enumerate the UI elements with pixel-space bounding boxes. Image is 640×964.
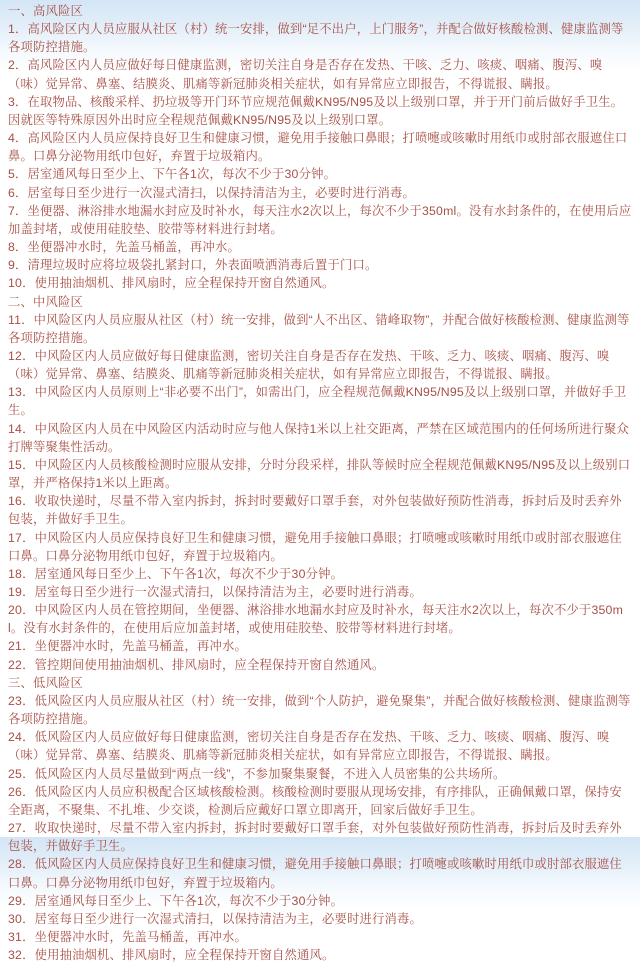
list-item: 26．低风险区内人员应积极配合区域核酸检测。核酸检测时要服从现场安排，有序排队，正确佩戴口罩，保持安全距离，不聚集、不扎堆、少交谈，检测后应戴好口罩立即离开，回家后做好手卫生。 (8, 784, 622, 817)
list-item: 28．低风险区内人员应保持良好卫生和健康习惯，避免用手接触口鼻眼；打喷嚏或咳嗽时用纸巾或肘部衣服遮住口鼻。口鼻分泌物用纸巾包好，弃置于垃圾箱内。 (8, 857, 622, 890)
section-heading: 一、高风险区 (8, 4, 83, 18)
list-item: 32．使用抽油烟机、排风扇时，应全程保持开窗自然通风。 (8, 948, 335, 963)
list-item: 29．居室通风每日至少上、下午各1次，每次不少于30分钟。 (8, 893, 344, 908)
list-item: 19．居室每日至少进行一次湿式清扫，以保持清洁为主，必要时进行消毒。 (8, 585, 422, 599)
list-item: 18．居室通风每日至少上、下午各1次，每次不少于30分钟。 (8, 566, 344, 581)
list-item: 16．收取快递时，尽量不带入室内拆封，拆封时要戴好口罩手套，对外包装做好预防性消毒，拆封后及时丢弃外包装，并做好手卫生。 (8, 494, 622, 527)
list-item: 23．低风险区内人员应服从社区（村）统一安排，做到“个人防护，避免聚集”，并配合做好核酸检测、健康监测等各项防控措施。 (8, 693, 631, 727)
list-item: 21．坐便器冲水时，先盖马桶盖，再冲水。 (8, 639, 248, 654)
section-heading: 二、中风险区 (8, 294, 83, 309)
list-item: 15．中风险区内人员核酸检测时应服从安排，分时分段采样，排队等候时应全程规范佩戴KN95/N95及以上级别口罩，并严格保持1米以上距离。 (8, 457, 631, 491)
list-item: 2．高风险区内人员应做好每日健康监测，密切关注自身是否存在发热、干咳、乏力、咳痰、咽痛、腹泻、嗅（味）觉异常、鼻塞、结膜炎、肌痛等新冠肺炎相关症状，如有异常应立即报告，不得谎报、瞒报。 (8, 58, 603, 91)
list-item: 12．中风险区内人员应做好每日健康监测，密切关注自身是否存在发热、干咳、乏力、咳痰、咽痛、腹泻、嗅（味）觉异常、鼻塞、结膜炎、肌痛等新冠肺炎相关症状，如有异常应立即报告，不得谎报、瞒报。 (8, 348, 610, 382)
list-item: 3．在取物品、核酸采样、扔垃圾等开门环节应规范佩戴KN95/N95及以上级别口罩，并于开门前后做好手卫生。因就医等特殊原因外出时应全程规范佩戴KN95/N95及以上级别口罩。 (8, 94, 624, 127)
list-item: 30．居室每日至少进行一次湿式清扫，以保持清洁为主，必要时进行消毒。 (8, 911, 422, 926)
list-item: 25．低风险区内人员尽量做到“两点一线”，不参加聚集聚餐，不进入人员密集的公共场所。 (8, 766, 506, 781)
list-item: 14．中风险区内人员在中风险区内活动时应与他人保持1米以上社交距离，严禁在区域范围内的任何场所进行聚众打牌等聚集性活动。 (8, 421, 629, 454)
list-item: 27．收取快递时，尽量不带入室内拆封，拆封时要戴好口罩手套，对外包装做好预防性消毒，拆封后及时丢弃外包装，并做好手卫生。 (8, 821, 622, 854)
list-item: 5．居室通风每日至少上、下午各1次，每次不少于30分钟。 (8, 167, 337, 182)
list-item: 7．坐便器、淋浴排水地漏水封应及时补水，每天注水2次以上，每次不少于350ml。没有水封条件的，在使用后应加盖封堵，或使用硅胶垫、胶带等材料进行封堵。 (8, 203, 632, 236)
list-item: 11．中风险区内人员应服从社区（村）统一安排，做到“人不出区、错峰取物”，并配合做好核酸检测、健康监测等各项防控措施。 (8, 312, 630, 345)
list-item: 24．低风险区内人员应做好每日健康监测，密切关注自身是否存在发热、干咳、乏力、咳痰、咽痛、腹泻、嗅（味）觉异常、鼻塞、结膜炎、肌痛等新冠肺炎相关症状，如有异常应立即报告，不得谎报、瞒报。 (8, 730, 610, 763)
list-item: 8．坐便器冲水时，先盖马桶盖，再冲水。 (8, 240, 240, 255)
list-item: 9．清理垃圾时应将垃圾袋扎紧封口，外表面喷洒消毒后置于门口。 (8, 258, 378, 273)
list-item: 31．坐便器冲水时，先盖马桶盖，再冲水。 (8, 929, 248, 944)
list-item: 13．中风险区内人员原则上“非必要不出门”，如需出门，应全程规范佩戴KN95/N95及以上级别口罩，并做好手卫生。 (8, 385, 627, 418)
list-item: 6．居室每日至少进行一次湿式清扫，以保持清洁为主，必要时进行消毒。 (8, 185, 415, 200)
section-heading: 三、低风险区 (8, 675, 83, 690)
document-body (8, 2, 633, 964)
list-item: 1．高风险区内人员应服从社区（村）统一安排，做到“足不出户，上门服务”，并配合做好核酸检测、健康监测等各项防控措施。 (8, 22, 624, 55)
list-item: 4．高风险区内人员应保持良好卫生和健康习惯，避免用手接触口鼻眼；打喷嚏或咳嗽时用纸巾或肘部衣服遮住口鼻。口鼻分泌物用纸巾包好，弃置于垃圾箱内。 (8, 131, 628, 164)
list-item: 10．使用抽油烟机、排风扇时，应全程保持开窗自然通风。 (8, 276, 335, 291)
list-item: 20．中风险区内人员在管控期间，坐便器、淋浴排水地漏水封应及时补水，每天注水2次以上，每次不少于350ml。没有水封条件的，在使用后应加盖封堵，或使用硅胶垫、胶带等材料进行封堵。 (8, 603, 624, 636)
list-item: 17．中风险区内人员应保持良好卫生和健康习惯，避免用手接触口鼻眼；打喷嚏或咳嗽时用纸巾或肘部衣服遮住口鼻。口鼻分泌物用纸巾包好，弃置于垃圾箱内。 (8, 530, 622, 563)
list-item: 22．管控期间使用抽油烟机、排风扇时，应全程保持开窗自然通风。 (8, 657, 385, 672)
